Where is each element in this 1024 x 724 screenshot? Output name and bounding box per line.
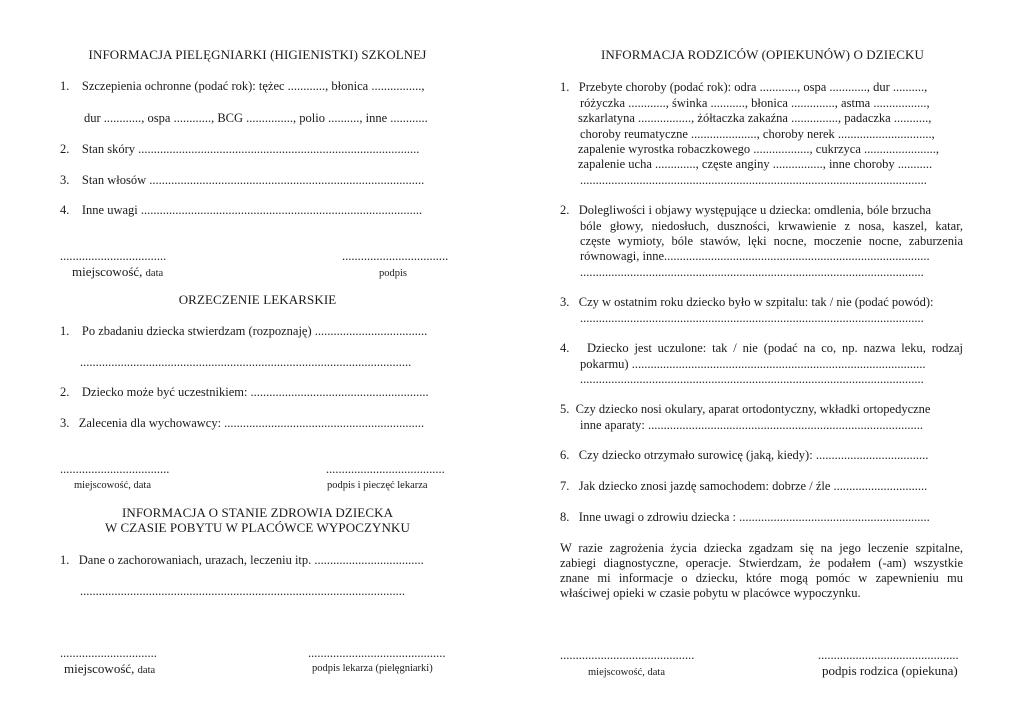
consent-line-2: zabiegi diagnostyczne, operacje. Stwierdzam, że podałem (-am) wszystkie xyxy=(560,556,963,570)
consent-line-1: W razie zagrożenia życia dziecka zgadzam się na jego leczenie szpitalne, xyxy=(560,541,963,555)
allergy-continuation[interactable]: .............................................................................................................. xyxy=(580,372,924,386)
symptoms-line-2: bóle głowy, niedosłuch, duszności, krwawienie z nosa, kaszel, katar, xyxy=(580,219,963,233)
past-diseases-line-7[interactable]: ............................................................................................................... xyxy=(580,173,927,187)
symptoms-line-1[interactable]: 2. Dolegliwości i objawy występujące u dziecka: omdlenia, bóle brzucha xyxy=(560,203,932,217)
camp-signature-caption: podpis lekarza (pielęgniarki) xyxy=(312,663,433,674)
car-travel-field[interactable]: 7. Jak dziecko znosi jazdę samochodem: dobrze / źle .............................. xyxy=(560,479,928,493)
parent-signature-caption: podpis rodzica (opiekuna) xyxy=(822,663,958,678)
devices-question[interactable]: 5. Czy dziecko nosi okulary, aparat ortodontyczny, wkładki ortopedyczne xyxy=(560,402,931,416)
nurse-info-title: INFORMACJA PIELĘGNIARKI (HIGIENISTKI) SZKOLNEJ xyxy=(88,47,427,62)
symptoms-line-3: częste wymioty, bóle stawów, lęki nocne, moczenie nocne, zaburzenia xyxy=(580,234,963,248)
parent-info-title: INFORMACJA RODZICÓW (OPIEKUNÓW) O DZIECKU xyxy=(600,47,925,62)
serum-field[interactable]: 6. Czy dziecko otrzymało surowicę (jaką, kiedy): .................................... xyxy=(560,448,929,462)
past-diseases-line-2[interactable]: różyczka ............, świnka ..........., błonica .............., astma ................., xyxy=(580,96,930,110)
doctor-place-date-caption: miejscowość, data xyxy=(74,480,151,491)
other-remarks-field[interactable]: 4. Inne uwagi .......................................................................................... xyxy=(60,203,423,217)
health-status-title-2: W CZASIE POBYTU W PLACÓWCE WYPOCZYNKU xyxy=(105,520,410,535)
illness-injury-continuation[interactable]: ........................................................................................................ xyxy=(80,584,405,598)
past-diseases-line-3[interactable]: szkarlatyna ................., żółtaczka zakaźna ..............., padaczka ..........., xyxy=(578,111,932,125)
nurse-place-date-caption: miejscowość, data xyxy=(72,264,164,279)
doctor-place-date-line[interactable]: ................................... xyxy=(60,462,170,476)
symptoms-continuation[interactable]: .............................................................................................................. xyxy=(580,265,924,279)
past-diseases-line-5[interactable]: zapalenie wyrostka robaczkowego .................., cukrzyca ......................., xyxy=(578,142,939,156)
other-devices-field[interactable]: inne aparaty: ........................................................................................ xyxy=(580,418,924,432)
hair-condition-field[interactable]: 3. Stan włosów ........................................................................................ xyxy=(60,173,425,187)
past-diseases-line-6[interactable]: zapalenie ucha ............., częste anginy ................, inne choroby ........... xyxy=(578,157,933,171)
can-participate-field[interactable]: 2. Dziecko może być uczestnikiem: ......................................................... xyxy=(60,385,429,399)
nurse-place-date-line[interactable]: .................................. xyxy=(60,249,167,263)
allergy-question[interactable]: 4. Dziecko jest uczulone: tak / nie (podać na co, np. nazwa leku, rodzaj xyxy=(560,341,963,355)
other-health-remarks-field[interactable]: 8. Inne uwagi o zdrowiu dziecka : ............................................................. xyxy=(560,510,930,524)
symptoms-other-field[interactable]: równowagi, inne..................................................................................... xyxy=(580,249,930,263)
doctor-signature-caption: podpis i pieczęć lekarza xyxy=(327,480,428,491)
past-diseases-line-1[interactable]: 1. Przebyte choroby (podać rok): odra ............, ospa ............, dur .........., xyxy=(560,80,928,94)
hospital-reason-field[interactable]: .............................................................................................................. xyxy=(580,311,924,325)
medical-verdict-title: ORZECZENIE LEKARSKIE xyxy=(178,292,337,307)
hospital-question[interactable]: 3. Czy w ostatnim roku dziecko było w szpitalu: tak / nie (podać powód): xyxy=(560,295,934,309)
parent-signature-line[interactable]: ............................................. xyxy=(818,648,959,662)
nurse-signature-caption: podpis xyxy=(379,268,408,279)
nurse-signature-line[interactable]: .................................. xyxy=(342,249,449,263)
recommendations-field[interactable]: 3. Zalecenia dla wychowawcy: ................................................................ xyxy=(60,416,425,430)
doctor-signature-line[interactable]: ...................................... xyxy=(326,462,445,476)
camp-place-date-caption: miejscowość, data xyxy=(64,661,156,676)
parent-place-date-caption: miejscowość, data xyxy=(588,667,665,678)
vaccinations-line-2[interactable]: dur ............, ospa ............, BCG ..............., polio .........., inne ............ xyxy=(84,111,428,125)
consent-line-4: właściwej opieki w czasie pobytu w placówce wypoczynku. xyxy=(560,586,861,600)
camp-place-date-line[interactable]: ............................... xyxy=(60,646,157,660)
illness-injury-field[interactable]: 1. Dane o zachorowaniach, urazach, leczeniu itp. ................................... xyxy=(60,553,424,567)
vaccinations-line-1[interactable]: 1. Szczepienia ochronne (podać rok): tężec ............, błonica ................, xyxy=(60,79,425,93)
diagnosis-continuation[interactable]: .......................................................................................................... xyxy=(80,355,412,369)
parent-place-date-line[interactable]: ........................................... xyxy=(560,648,695,662)
allergy-food-field[interactable]: pokarmu) .............................................................................................. xyxy=(580,357,926,371)
diagnosis-field[interactable]: 1. Po zbadaniu dziecka stwierdzam (rozpoznaję) .................................... xyxy=(60,324,428,338)
health-status-title-1: INFORMACJA O STANIE ZDROWIA DZIECKA xyxy=(121,505,394,520)
consent-line-3: znane mi informacje o dziecku, które mogą pomóc w zapewnieniu mu xyxy=(560,571,963,585)
past-diseases-line-4[interactable]: choroby reumatyczne ....................., choroby nerek .............................., xyxy=(580,127,935,141)
skin-condition-field[interactable]: 2. Stan skóry .......................................................................................... xyxy=(60,142,420,156)
camp-signature-line[interactable]: ............................................ xyxy=(308,646,446,660)
